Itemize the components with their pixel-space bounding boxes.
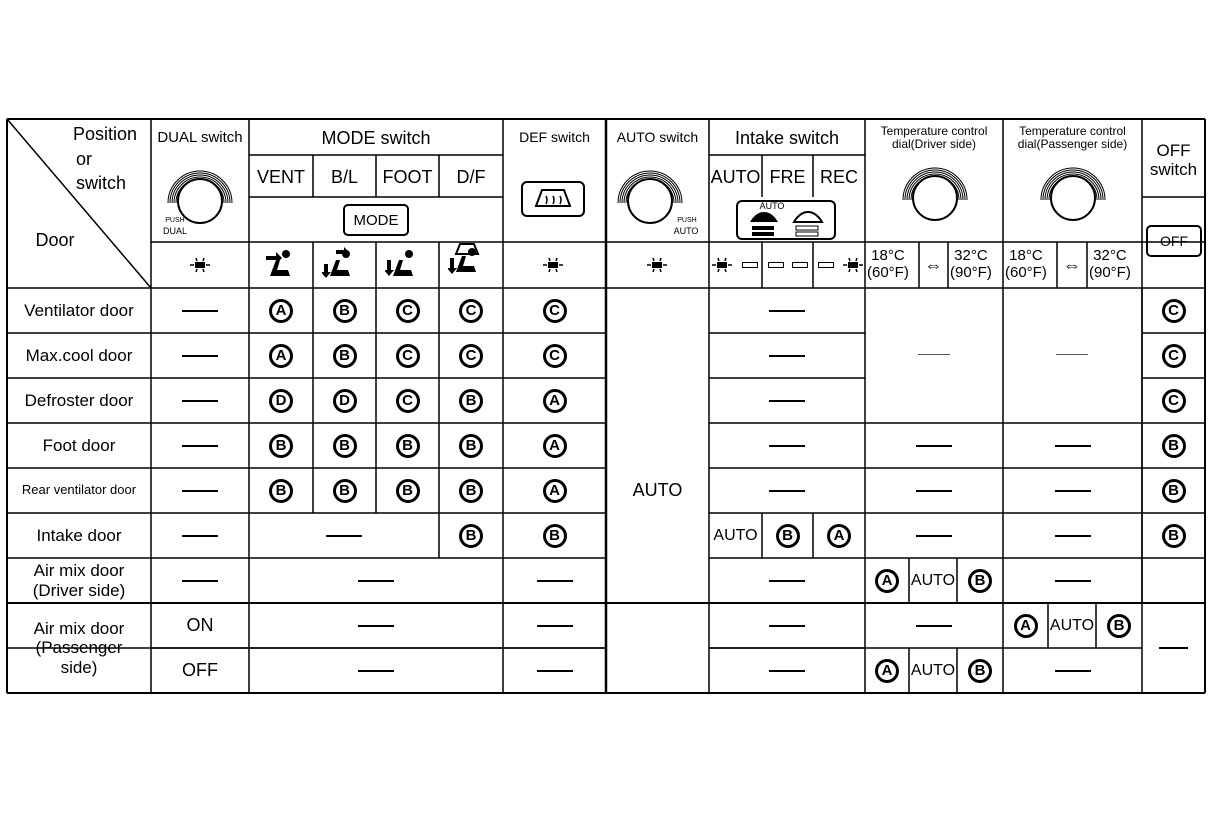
none-dash <box>918 354 950 355</box>
mode-switch-header: MODE switch <box>321 127 431 148</box>
door-position-letter: A <box>269 299 293 323</box>
intake-switch-header: Intake switch <box>734 127 840 148</box>
door-position-letter: B <box>396 434 420 458</box>
cell-text: AUTO <box>713 526 758 544</box>
door-position-letter: B <box>1107 614 1131 638</box>
def-switch-header: DEF switch <box>519 129 590 146</box>
cell-text: AUTO <box>910 661 956 679</box>
temperature-label: 32°C (90°F) <box>950 247 992 281</box>
door-name: Ventilator door <box>24 300 134 320</box>
foot-mode-icon <box>385 246 429 282</box>
door-name: Defroster door <box>24 390 134 410</box>
indicator-light-icon <box>188 257 212 273</box>
door-position-letter: C <box>396 299 420 323</box>
corner-or-label: or <box>75 148 92 169</box>
none-dash <box>182 535 218 537</box>
mode-position-label: D/F <box>456 166 486 187</box>
defrost-foot-mode-icon <box>448 242 494 282</box>
none-dash <box>537 625 573 627</box>
door-position-letter: A <box>543 389 567 413</box>
door-position-letter: C <box>543 344 567 368</box>
none-dash <box>769 625 805 627</box>
indicator-light-icon <box>841 257 865 273</box>
indicator-light-icon <box>645 257 669 273</box>
auto-column-text: AUTO <box>632 480 683 501</box>
door-position-letter: A <box>1014 614 1038 638</box>
none-dash <box>1055 490 1091 492</box>
indicator-light-icon <box>710 257 734 273</box>
none-dash <box>769 445 805 447</box>
none-dash <box>326 535 362 537</box>
door-position-letter: C <box>1162 299 1186 323</box>
door-position-letter: D <box>333 389 357 413</box>
mode-button[interactable]: MODE <box>343 204 409 236</box>
door-position-letter: A <box>543 479 567 503</box>
mode-position-label: B/L <box>330 166 359 187</box>
none-dash <box>1056 354 1088 355</box>
off-button[interactable]: OFF <box>1146 225 1202 257</box>
door-position-letter: B <box>968 659 992 683</box>
indicator-off-icon <box>818 262 834 268</box>
dual-switch-header: DUAL switch <box>157 128 243 146</box>
corner-position-label: Position <box>72 123 138 144</box>
none-dash <box>537 670 573 672</box>
dual-dual-label: DUAL <box>162 225 187 236</box>
door-position-letter: B <box>459 389 483 413</box>
auto-switch-header: AUTO switch <box>616 129 699 146</box>
corner-switch-label: switch <box>75 172 126 193</box>
none-dash <box>769 400 805 402</box>
indicator-off-icon <box>768 262 784 268</box>
none-dash <box>1055 445 1091 447</box>
door-position-letter: B <box>968 569 992 593</box>
temperature-label: 32°C (90°F) <box>1089 247 1131 281</box>
door-position-letter: C <box>396 344 420 368</box>
door-position-letter: B <box>543 524 567 548</box>
auto-push-label: PUSH <box>677 217 697 225</box>
door-position-letter: A <box>543 434 567 458</box>
door-position-letter: B <box>333 479 357 503</box>
door-position-letter: C <box>396 389 420 413</box>
dual-state-label: ON <box>186 615 214 636</box>
door-position-letter: B <box>1162 479 1186 503</box>
intake-auto-label: AUTO <box>759 200 785 211</box>
none-dash <box>537 580 573 582</box>
door-name: Max.cool door <box>25 345 133 365</box>
none-dash <box>1159 647 1187 649</box>
door-position-letter: A <box>875 659 899 683</box>
defrost-icon <box>520 180 586 218</box>
temp-passenger-dial-icon <box>1033 158 1113 234</box>
none-dash <box>182 310 218 312</box>
door-position-letter: C <box>1162 389 1186 413</box>
door-position-letter: B <box>396 479 420 503</box>
none-dash <box>916 535 952 537</box>
none-dash <box>1055 580 1091 582</box>
temp-passenger-header: Temperature control dial(Passenger side) <box>1017 123 1128 151</box>
bilevel-mode-icon <box>322 246 366 282</box>
door-position-letter: C <box>1162 344 1186 368</box>
door-position-letter: C <box>459 344 483 368</box>
intake-position-label: REC <box>819 166 858 187</box>
temp-driver-dial-icon <box>895 158 975 234</box>
door-name: Air mix door (Driver side) <box>32 561 126 600</box>
door-name: Air mix door (Passenger side) <box>33 619 125 677</box>
none-dash <box>769 355 805 357</box>
door-position-letter: B <box>459 524 483 548</box>
none-dash <box>769 670 805 672</box>
intake-position-label: AUTO <box>710 166 761 187</box>
door-position-letter: B <box>1162 434 1186 458</box>
door-position-letter: B <box>333 299 357 323</box>
temp-driver-header: Temperature control dial(Driver side) <box>880 123 988 151</box>
none-dash <box>769 310 805 312</box>
none-dash <box>182 490 218 492</box>
door-position-letter: B <box>459 434 483 458</box>
indicator-light-icon <box>541 257 565 273</box>
indicator-off-icon <box>742 262 758 268</box>
door-position-letter: B <box>459 479 483 503</box>
door-position-letter: B <box>269 434 293 458</box>
dual-state-label: OFF <box>182 660 218 681</box>
dual-push-label: PUSH <box>165 217 185 225</box>
none-dash <box>1055 535 1091 537</box>
door-position-letter: B <box>1162 524 1186 548</box>
none-dash <box>916 490 952 492</box>
door-position-letter: B <box>333 344 357 368</box>
none-dash <box>916 445 952 447</box>
vent-mode-icon <box>262 246 302 282</box>
door-name: Foot door <box>42 435 116 455</box>
none-dash <box>182 580 218 582</box>
mode-position-label: VENT <box>256 166 305 187</box>
none-dash <box>182 400 218 402</box>
corner-door-label: Door <box>35 229 75 250</box>
none-dash <box>182 445 218 447</box>
door-position-letter: D <box>269 389 293 413</box>
door-position-letter: B <box>269 479 293 503</box>
intake-position-label: FRE <box>769 166 806 187</box>
none-dash <box>1055 670 1091 672</box>
door-position-letter: C <box>543 299 567 323</box>
door-name: Rear ventilator door <box>21 482 137 498</box>
cell-text: AUTO <box>910 571 956 589</box>
door-position-letter: A <box>827 524 851 548</box>
auto-auto-label: AUTO <box>673 225 699 236</box>
door-name: Intake door <box>36 525 122 545</box>
door-position-letter: B <box>776 524 800 548</box>
none-dash <box>358 625 394 627</box>
temperature-label: 18°C (60°F) <box>867 247 909 281</box>
mode-position-label: FOOT <box>382 166 433 187</box>
none-dash <box>769 490 805 492</box>
door-position-letter: B <box>333 434 357 458</box>
indicator-off-icon <box>792 262 808 268</box>
cell-text: AUTO <box>1049 616 1095 634</box>
door-position-letter: A <box>269 344 293 368</box>
none-dash <box>916 625 952 627</box>
off-switch-header: OFF switch <box>1149 140 1198 179</box>
door-position-letter: A <box>875 569 899 593</box>
temperature-label: 18°C (60°F) <box>1005 247 1047 281</box>
none-dash <box>182 355 218 357</box>
temp-range-arrow: ⇔ <box>1063 254 1081 275</box>
none-dash <box>358 580 394 582</box>
door-position-letter: C <box>459 299 483 323</box>
none-dash <box>358 670 394 672</box>
none-dash <box>769 580 805 582</box>
temp-range-arrow: ⇔ <box>924 254 943 275</box>
